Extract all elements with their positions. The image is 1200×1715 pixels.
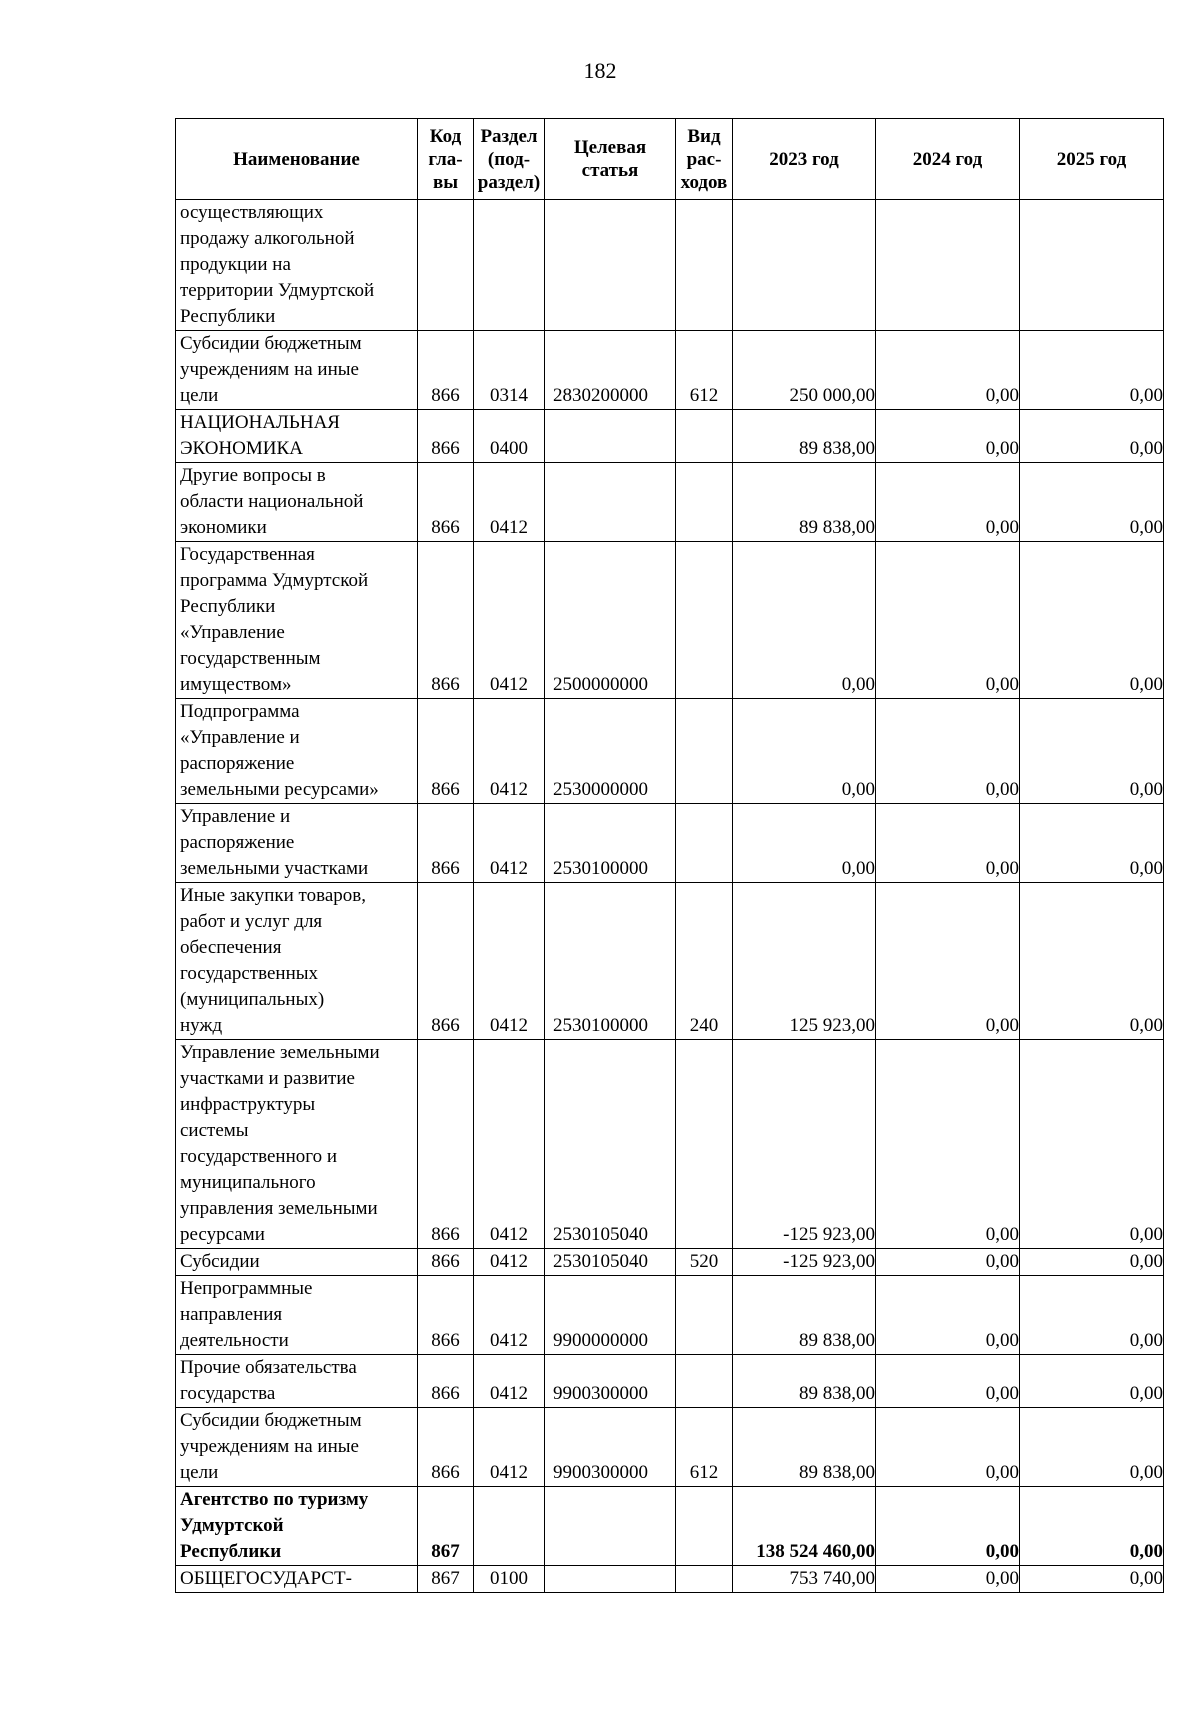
cell-target bbox=[545, 463, 676, 542]
cell-target: 2500000000 bbox=[545, 542, 676, 699]
cell-2023: 0,00 bbox=[733, 804, 876, 883]
cell-name bbox=[176, 1566, 418, 1593]
cell-name bbox=[176, 542, 418, 699]
cell-name-line: учреждениям на иные bbox=[180, 1436, 359, 1457]
cell-name bbox=[176, 883, 418, 1040]
cell-section: 0412 bbox=[474, 699, 545, 804]
cell-2023: 89 838,00 bbox=[733, 463, 876, 542]
cell-name-line: (муниципальных) bbox=[180, 989, 325, 1010]
table-row bbox=[176, 1276, 1164, 1355]
cell-2025: 0,00 bbox=[1020, 410, 1164, 463]
cell-name-line: распоряжение bbox=[180, 832, 295, 853]
cell-name-line: имуществом» bbox=[180, 674, 292, 695]
table-row bbox=[176, 331, 1164, 410]
cell-name-line: земельными участками bbox=[180, 858, 369, 879]
table-header-row bbox=[176, 119, 1164, 200]
cell-name-line: ресурсами bbox=[180, 1224, 265, 1245]
budget-table bbox=[175, 118, 1164, 1593]
cell-vid bbox=[676, 1487, 733, 1566]
header-line: статья bbox=[581, 160, 639, 181]
cell-name-line: нужд bbox=[180, 1015, 223, 1036]
cell-2025: 0,00 bbox=[1020, 804, 1164, 883]
cell-section: 0400 bbox=[474, 410, 545, 463]
cell-name bbox=[176, 804, 418, 883]
cell-target bbox=[545, 200, 676, 331]
header-code bbox=[418, 119, 474, 200]
cell-vid bbox=[676, 463, 733, 542]
cell-target bbox=[545, 410, 676, 463]
cell-section: 0412 bbox=[474, 1040, 545, 1249]
cell-2023: 250 000,00 bbox=[733, 331, 876, 410]
cell-2024: 0,00 bbox=[876, 1276, 1020, 1355]
cell-name-line: Агентство по туризму bbox=[180, 1489, 369, 1510]
cell-target: 2530105040 bbox=[545, 1249, 676, 1276]
cell-name bbox=[176, 410, 418, 463]
cell-name bbox=[176, 331, 418, 410]
cell-name-line: государственным bbox=[180, 648, 321, 669]
cell-code: 866 bbox=[418, 542, 474, 699]
cell-name-line: обеспечения bbox=[180, 937, 282, 958]
cell-name-line: земельными ресурсами» bbox=[180, 779, 379, 800]
cell-2023: 0,00 bbox=[733, 542, 876, 699]
cell-name-line: работ и услуг для bbox=[180, 911, 323, 932]
cell-section: 0100 bbox=[474, 1566, 545, 1593]
cell-name-line: цели bbox=[180, 385, 219, 406]
table-row bbox=[176, 542, 1164, 699]
cell-2025: 0,00 bbox=[1020, 1408, 1164, 1487]
cell-name bbox=[176, 1487, 418, 1566]
cell-section: 0412 bbox=[474, 1355, 545, 1408]
cell-name-line: государства bbox=[180, 1383, 276, 1404]
header-target bbox=[545, 119, 676, 200]
cell-vid bbox=[676, 1276, 733, 1355]
cell-code: 866 bbox=[418, 1276, 474, 1355]
table-row bbox=[176, 699, 1164, 804]
cell-2025: 0,00 bbox=[1020, 1249, 1164, 1276]
cell-2025: 0,00 bbox=[1020, 1040, 1164, 1249]
cell-name-line: распоряжение bbox=[180, 753, 295, 774]
header-line: гла- bbox=[428, 148, 463, 170]
cell-2024: 0,00 bbox=[876, 883, 1020, 1040]
cell-name-line: Управление земельными bbox=[180, 1042, 380, 1063]
cell-target bbox=[545, 1487, 676, 1566]
cell-name-line: Субсидии бюджетным bbox=[180, 1410, 362, 1431]
cell-code: 866 bbox=[418, 410, 474, 463]
cell-target: 9900300000 bbox=[545, 1355, 676, 1408]
cell-2024 bbox=[876, 200, 1020, 331]
cell-2024: 0,00 bbox=[876, 1487, 1020, 1566]
table-row bbox=[176, 1408, 1164, 1487]
header-2025: 2025 год bbox=[1020, 119, 1164, 200]
cell-target: 2830200000 bbox=[545, 331, 676, 410]
cell-section bbox=[474, 200, 545, 331]
cell-2023: -125 923,00 bbox=[733, 1040, 876, 1249]
cell-code: 866 bbox=[418, 463, 474, 542]
cell-vid bbox=[676, 699, 733, 804]
cell-2025: 0,00 bbox=[1020, 331, 1164, 410]
cell-name-line: Республики bbox=[180, 1541, 282, 1562]
header-name: Наименование bbox=[176, 119, 418, 200]
cell-section: 0412 bbox=[474, 804, 545, 883]
cell-2024: 0,00 bbox=[876, 1040, 1020, 1249]
cell-name-line: цели bbox=[180, 1462, 219, 1483]
cell-2025: 0,00 bbox=[1020, 699, 1164, 804]
cell-name-line: системы bbox=[180, 1120, 249, 1141]
cell-2024: 0,00 bbox=[876, 1355, 1020, 1408]
cell-name-line: программа Удмуртской bbox=[180, 570, 369, 591]
cell-name-line: территории Удмуртской bbox=[180, 280, 375, 301]
cell-2024: 0,00 bbox=[876, 331, 1020, 410]
cell-code: 867 bbox=[418, 1566, 474, 1593]
cell-section: 0412 bbox=[474, 1249, 545, 1276]
cell-vid: 520 bbox=[676, 1249, 733, 1276]
cell-vid: 612 bbox=[676, 1408, 733, 1487]
cell-2025: 0,00 bbox=[1020, 1487, 1164, 1566]
cell-name-line: направления bbox=[180, 1304, 283, 1325]
cell-code: 866 bbox=[418, 1249, 474, 1276]
cell-vid bbox=[676, 1566, 733, 1593]
cell-2024: 0,00 bbox=[876, 463, 1020, 542]
cell-code: 866 bbox=[418, 804, 474, 883]
cell-2024: 0,00 bbox=[876, 1408, 1020, 1487]
cell-name bbox=[176, 699, 418, 804]
cell-2023: -125 923,00 bbox=[733, 1249, 876, 1276]
cell-name-line: Субсидии бюджетным bbox=[180, 333, 362, 354]
cell-code: 867 bbox=[418, 1487, 474, 1566]
cell-name-line: инфраструктуры bbox=[180, 1094, 316, 1115]
header-section bbox=[474, 119, 545, 200]
cell-section: 0412 bbox=[474, 542, 545, 699]
cell-code: 866 bbox=[418, 1040, 474, 1249]
header-2023: 2023 год bbox=[733, 119, 876, 200]
table-row bbox=[176, 1487, 1164, 1566]
cell-2023: 89 838,00 bbox=[733, 1355, 876, 1408]
table-row bbox=[176, 883, 1164, 1040]
cell-2023: 89 838,00 bbox=[733, 1408, 876, 1487]
cell-vid: 612 bbox=[676, 331, 733, 410]
cell-name-line: осуществляющих bbox=[180, 202, 324, 223]
header-line: Вид bbox=[687, 125, 721, 147]
cell-name-line: экономики bbox=[180, 517, 267, 538]
cell-vid: 240 bbox=[676, 883, 733, 1040]
cell-target: 2530000000 bbox=[545, 699, 676, 804]
header-vid bbox=[676, 119, 733, 200]
header-2024: 2024 год bbox=[876, 119, 1020, 200]
cell-2023 bbox=[733, 200, 876, 331]
cell-name-line: НАЦИОНАЛЬНАЯ bbox=[180, 412, 340, 433]
cell-2024: 0,00 bbox=[876, 1566, 1020, 1593]
cell-name bbox=[176, 1408, 418, 1487]
cell-2023: 0,00 bbox=[733, 699, 876, 804]
header-line: ходов bbox=[680, 171, 728, 193]
header-line: вы bbox=[432, 171, 459, 193]
cell-section: 0412 bbox=[474, 1408, 545, 1487]
cell-section: 0314 bbox=[474, 331, 545, 410]
cell-name-line: участками и развитие bbox=[180, 1068, 355, 1089]
cell-2024: 0,00 bbox=[876, 410, 1020, 463]
cell-target: 2530100000 bbox=[545, 804, 676, 883]
header-line: Код bbox=[429, 125, 462, 147]
cell-name-line: Прочие обязательства bbox=[180, 1357, 357, 1378]
table-row bbox=[176, 804, 1164, 883]
cell-name-line: продажу алкогольной bbox=[180, 228, 355, 249]
cell-vid bbox=[676, 542, 733, 699]
cell-name-line: «Управление bbox=[180, 622, 285, 643]
cell-2023: 138 524 460,00 bbox=[733, 1487, 876, 1566]
header-line: Раздел bbox=[480, 125, 538, 147]
cell-target: 9900000000 bbox=[545, 1276, 676, 1355]
cell-name bbox=[176, 1040, 418, 1249]
table-body bbox=[176, 200, 1164, 1593]
cell-2024: 0,00 bbox=[876, 1249, 1020, 1276]
table-row bbox=[176, 463, 1164, 542]
cell-name bbox=[176, 1276, 418, 1355]
cell-2025: 0,00 bbox=[1020, 883, 1164, 1040]
cell-name-line: деятельности bbox=[180, 1330, 289, 1351]
cell-name-line: Другие вопросы в bbox=[180, 465, 326, 486]
cell-vid bbox=[676, 200, 733, 331]
cell-code: 866 bbox=[418, 883, 474, 1040]
header-line: (под- bbox=[487, 148, 531, 170]
cell-name-line: учреждениям на иные bbox=[180, 359, 359, 380]
cell-vid bbox=[676, 1355, 733, 1408]
cell-2023: 89 838,00 bbox=[733, 1276, 876, 1355]
cell-name-line: Субсидии bbox=[180, 1251, 260, 1272]
cell-name-line: области национальной bbox=[180, 491, 364, 512]
cell-2025: 0,00 bbox=[1020, 463, 1164, 542]
page-number: 182 bbox=[583, 58, 617, 83]
cell-code: 866 bbox=[418, 699, 474, 804]
header-line: раздел) bbox=[477, 171, 541, 193]
cell-section bbox=[474, 1487, 545, 1566]
cell-name-line: государственного и bbox=[180, 1146, 337, 1167]
cell-2024: 0,00 bbox=[876, 699, 1020, 804]
cell-2024: 0,00 bbox=[876, 804, 1020, 883]
cell-name-line: Иные закупки товаров, bbox=[180, 885, 366, 906]
table-row bbox=[176, 410, 1164, 463]
table-row bbox=[176, 1355, 1164, 1408]
cell-target bbox=[545, 1566, 676, 1593]
cell-code bbox=[418, 200, 474, 331]
cell-vid bbox=[676, 804, 733, 883]
cell-name bbox=[176, 1355, 418, 1408]
cell-name bbox=[176, 463, 418, 542]
table-row bbox=[176, 200, 1164, 331]
cell-vid bbox=[676, 410, 733, 463]
cell-name-line: Республики bbox=[180, 306, 276, 327]
cell-name-line: продукции на bbox=[180, 254, 291, 275]
cell-code: 866 bbox=[418, 331, 474, 410]
cell-code: 866 bbox=[418, 1355, 474, 1408]
cell-name-line: государственных bbox=[180, 963, 319, 984]
cell-target: 2530105040 bbox=[545, 1040, 676, 1249]
cell-name bbox=[176, 200, 418, 331]
cell-name-line: муниципального bbox=[180, 1172, 316, 1193]
cell-name bbox=[176, 1249, 418, 1276]
cell-2025: 0,00 bbox=[1020, 542, 1164, 699]
cell-vid bbox=[676, 1040, 733, 1249]
cell-2025: 0,00 bbox=[1020, 1566, 1164, 1593]
cell-2023: 753 740,00 bbox=[733, 1566, 876, 1593]
cell-2024: 0,00 bbox=[876, 542, 1020, 699]
cell-name-line: ЭКОНОМИКА bbox=[180, 438, 303, 459]
cell-name-line: «Управление и bbox=[180, 727, 300, 748]
cell-2023: 89 838,00 bbox=[733, 410, 876, 463]
cell-2023: 125 923,00 bbox=[733, 883, 876, 1040]
cell-2025: 0,00 bbox=[1020, 1355, 1164, 1408]
cell-name-line: Подпрограмма bbox=[180, 701, 300, 722]
cell-name-line: Непрограммные bbox=[180, 1278, 313, 1299]
cell-target: 9900300000 bbox=[545, 1408, 676, 1487]
cell-name-line: управления земельными bbox=[180, 1198, 378, 1219]
cell-name-line: Управление и bbox=[180, 806, 291, 827]
cell-name-line: Государственная bbox=[180, 544, 315, 565]
table-row bbox=[176, 1249, 1164, 1276]
cell-2025: 0,00 bbox=[1020, 1276, 1164, 1355]
cell-target: 2530100000 bbox=[545, 883, 676, 1040]
table-row bbox=[176, 1040, 1164, 1249]
cell-section: 0412 bbox=[474, 463, 545, 542]
cell-section: 0412 bbox=[474, 1276, 545, 1355]
header-line: рас- bbox=[686, 148, 722, 170]
cell-name-line: Удмуртской bbox=[180, 1515, 284, 1536]
table-row bbox=[176, 1566, 1164, 1593]
cell-code: 866 bbox=[418, 1408, 474, 1487]
cell-section: 0412 bbox=[474, 883, 545, 1040]
cell-name-line: ОБЩЕГОСУДАРСТ- bbox=[180, 1568, 352, 1589]
cell-2025 bbox=[1020, 200, 1164, 331]
header-line: Целевая bbox=[573, 137, 647, 158]
cell-name-line: Республики bbox=[180, 596, 276, 617]
